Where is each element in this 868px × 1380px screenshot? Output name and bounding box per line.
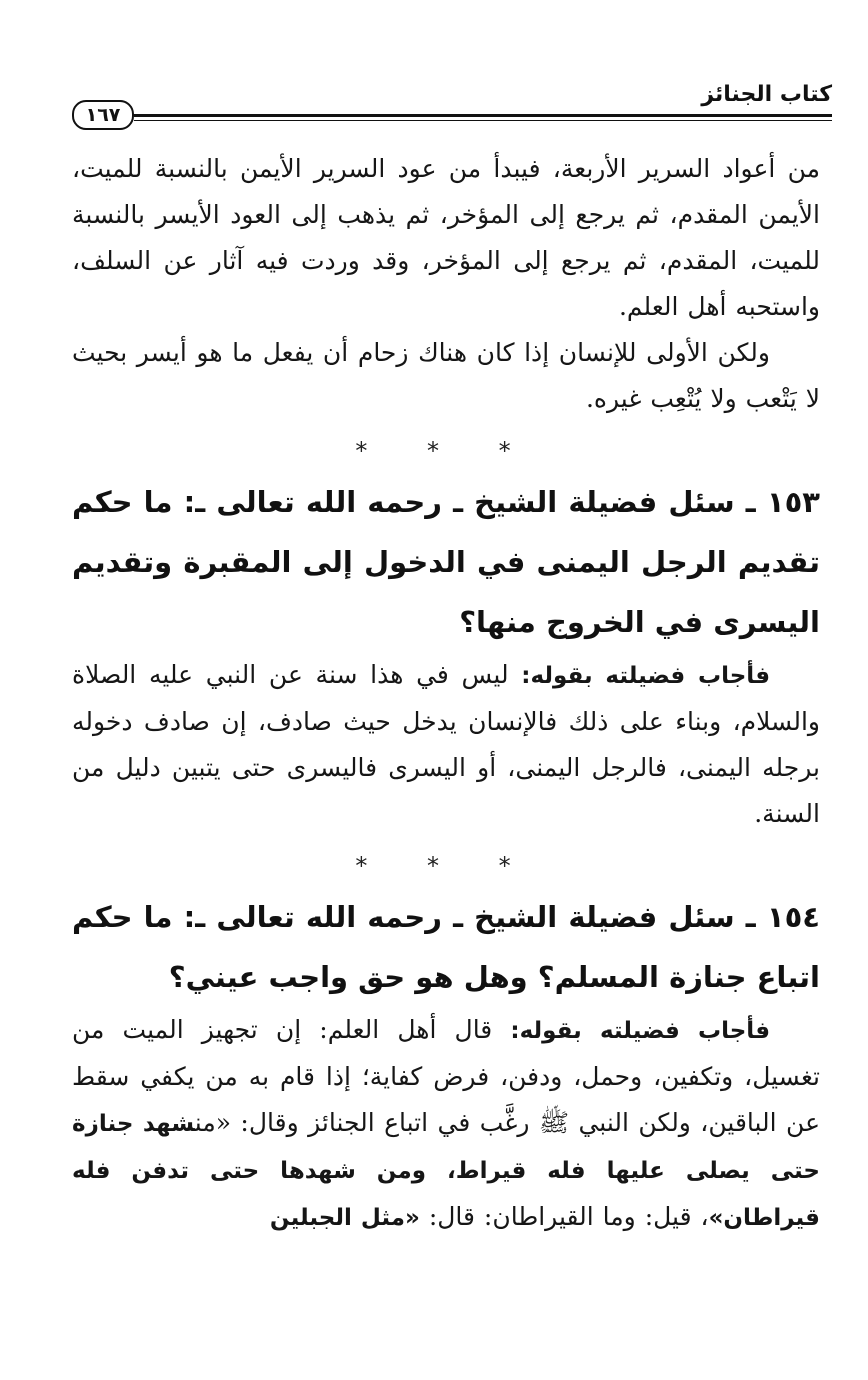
intro-paragraph-2: ولكن الأولى للإنسان إذا كان هناك زحام أن يفعل ما هو أيسر بحيث لا يَتْعب ولا يُتْعِب غيره. xyxy=(72,338,820,413)
book-title: كتاب الجنائز xyxy=(701,82,832,107)
hadith-quote-continued: «مثل الجبلين xyxy=(269,1205,420,1231)
answer-154-continuation: ، قيل: وما القيراطان: قال: xyxy=(428,1202,709,1231)
answer-153 xyxy=(72,652,820,837)
intro-paragraph-1: من أعواد السرير الأربعة، فيبدأ من عود السرير الأيمن بالنسبة للميت، الأيمن المقدم، ثم يرجع إلى المؤخر، ثم يذهب إلى العود الأيسر بالنسبة للميت، المقدم، ثم يرجع إلى المؤخر، وقد وردت فيه آثار عن السلف، واستحبه أهل العلم. xyxy=(72,154,820,321)
answer-154-lead: فأجاب فضيلته بقوله: xyxy=(510,1018,770,1044)
section-separator: * * * xyxy=(355,437,537,465)
section-separator: * * * xyxy=(355,852,537,880)
running-header xyxy=(72,72,832,124)
question-154-text: ـ سئل فضيلة الشيخ ـ رحمه الله تعالى ـ: ما حكم اتباع جنازة المسلم؟ وهل هو حق واجب عيني؟ xyxy=(72,900,820,994)
question-153 xyxy=(72,472,820,652)
answer-153-text: ليس في هذا سنة عن النبي عليه الصلاة والسلام، وبناء على ذلك فالإنسان يدخل حيث صادف، إن صادف دخوله برجله اليمنى، فالرجل اليمنى، أو اليسرى فاليسرى حتى يتبين دليل من السنة. xyxy=(72,660,820,828)
question-153-text: ـ سئل فضيلة الشيخ ـ رحمه الله تعالى ـ: ما حكم تقديم الرجل اليمنى في الدخول إلى المقبرة وتقديم اليسرى في الخروج منها؟ xyxy=(72,485,820,639)
page-content xyxy=(72,146,820,1241)
header-rule-thin xyxy=(134,120,832,121)
hadith-quote: شهد جنازة حتى يصلى عليها فله قيراط، ومن شهدها حتى تدفن فله قيراطان» xyxy=(72,1111,820,1231)
header-rule xyxy=(134,114,832,117)
question-154-number: ١٥٤ xyxy=(766,900,820,934)
page-number: ١٦٧ xyxy=(72,100,134,130)
answer-153-lead: فأجاب فضيلته بقوله: xyxy=(521,663,770,689)
answer-154 xyxy=(72,1007,820,1241)
question-154 xyxy=(72,887,820,1007)
question-153-number: ١٥٣ xyxy=(766,485,820,519)
answer-154-text: قال أهل العلم: إن تجهيز الميت من تغسيل، وتكفين، وحمل، ودفن، فرض كفاية؛ إذا قام به من يكفي سقط عن الباقين، ولكن النبي ﷺ رغَّب في اتباع الجنائز وقال: «من xyxy=(72,1015,820,1137)
